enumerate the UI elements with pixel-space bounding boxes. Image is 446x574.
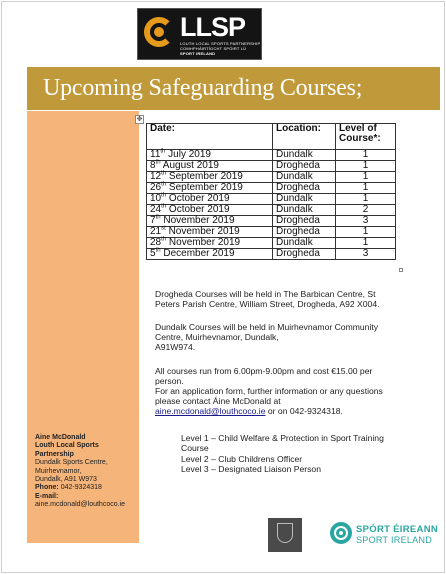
table-header-row — [147, 124, 396, 150]
date-suffix: th — [155, 247, 161, 254]
dundalk-venue-text — [155, 322, 378, 352]
dundalk-line-1: Dundalk Courses will be held in Muirhevnamor Community — [155, 322, 379, 332]
cell-level: 1 — [336, 161, 396, 172]
table-row — [147, 172, 396, 183]
date-suffix: st — [161, 225, 166, 232]
date-day: 24 — [150, 204, 162, 215]
cell-level: 3 — [336, 216, 396, 227]
cell-location: Drogheda — [273, 249, 336, 260]
apply-line-2: please contact Áine McDonald at — [155, 396, 281, 406]
apply-line-3 — [155, 406, 383, 416]
date-rest: July 2019 — [165, 149, 211, 160]
logo-subtitle-1: LOUTH LOCAL SPORTS PARTNERSHIP — [180, 41, 261, 46]
cell-date — [147, 249, 273, 260]
date-rest: October 2019 — [166, 193, 230, 204]
table-row — [147, 249, 396, 260]
contact-phone-row — [35, 484, 125, 492]
date-day: 8 — [150, 160, 156, 171]
date-day: 21 — [150, 226, 162, 237]
cell-location: Dundalk — [273, 238, 336, 249]
table-row — [147, 194, 396, 205]
sport-ireland-english: SPORT IRELAND — [356, 535, 433, 545]
drogheda-line-2: Peters Parish Centre, William Street, Drogheda, A92 X004. — [155, 299, 380, 309]
header-location: Location: — [273, 124, 336, 150]
cell-location: Dundalk — [273, 150, 336, 161]
logo-subtitle-2: COMHPHÁIRTÍOCHT SPÓIRT LÚ — [180, 46, 247, 51]
date-day: 7 — [150, 215, 156, 226]
logo-subtitle-3: SPORT IRELAND — [180, 51, 216, 56]
cell-location: Drogheda — [273, 183, 336, 194]
date-rest: November 2019 — [160, 215, 235, 226]
drogheda-venue-text — [155, 289, 380, 309]
date-suffix: th — [161, 192, 167, 199]
county-crest-icon — [268, 518, 302, 552]
course-levels — [181, 433, 384, 475]
contact-name: Aine McDonald — [35, 434, 86, 441]
contact-address-2: Muirhevnamor, — [35, 467, 82, 475]
cell-date — [147, 238, 273, 249]
date-day: 10 — [150, 193, 162, 204]
date-rest: November 2019 — [166, 237, 241, 248]
date-suffix: th — [161, 236, 167, 243]
cell-level: 1 — [336, 238, 396, 249]
table-row — [147, 216, 396, 227]
level-3: Level 3 – Designated Liaison Person — [181, 464, 321, 475]
cost-text — [155, 366, 383, 416]
table-row — [147, 205, 396, 216]
sport-ireland-irish: SPÓRT ÉIREANN — [356, 524, 439, 535]
cell-level: 1 — [336, 227, 396, 238]
cost-line-2: person. — [155, 376, 184, 386]
cost-line-1: All courses run from 6.00pm-9.00pm and cost €15.00 per — [155, 366, 373, 376]
cell-level: 1 — [336, 150, 396, 161]
move-handle-icon[interactable]: ✥ — [136, 116, 143, 123]
apply-tail: or on 042-9324318. — [265, 406, 343, 416]
header-date: Date: — [147, 124, 273, 150]
crest-shield-icon — [277, 523, 293, 543]
date-suffix: th — [161, 203, 167, 210]
date-day: 5 — [150, 248, 156, 259]
cell-level: 3 — [336, 249, 396, 260]
contact-org-1: Louth Local Sports — [35, 442, 99, 450]
date-rest: August 2019 — [160, 160, 219, 171]
cell-location: Drogheda — [273, 227, 336, 238]
contact-email[interactable]: aine.mcdonald@louthcoco.ie — [35, 501, 125, 509]
drogheda-line-1: Drogheda Courses will be held in The Barbican Centre, St — [155, 289, 376, 299]
logo-text: LLSP — [180, 12, 246, 42]
cell-level: 1 — [336, 183, 396, 194]
title-banner — [27, 67, 440, 110]
date-suffix: th — [161, 170, 167, 177]
date-day: 12 — [150, 171, 162, 182]
date-rest: November 2019 — [165, 226, 240, 237]
phone-label: Phone: — [35, 484, 59, 492]
contact-org-2: Partnership — [35, 450, 74, 458]
sport-ireland-inner-icon — [336, 528, 346, 538]
contact-address-3: Dundalk, A91 W973 — [35, 476, 97, 484]
table-row — [147, 161, 396, 172]
date-suffix: th — [155, 159, 161, 166]
dundalk-line-2: Centre, Muirhevnamor, Dundalk, — [155, 332, 279, 342]
cell-location: Dundalk — [273, 172, 336, 183]
date-suffix: th — [160, 148, 166, 155]
llsp-logo — [137, 8, 262, 60]
date-rest: December 2019 — [160, 248, 235, 259]
table-row — [147, 150, 396, 161]
table-row — [147, 183, 396, 194]
cell-level: 1 — [336, 194, 396, 205]
dundalk-line-3: A91W974. — [155, 342, 196, 352]
table-row — [147, 238, 396, 249]
level-1-line-1: Level 1 – Child Welfare & Protection in Sport Training — [181, 433, 384, 443]
cell-location: Drogheda — [273, 161, 336, 172]
contact-address-1: Dundalk Sports Centre, — [35, 459, 108, 467]
level-2: Level 2 – Club Childrens Officer — [181, 453, 303, 464]
apply-line-1: For an application form, further information or any questions — [155, 386, 383, 396]
page-title: Upcoming Safeguarding Courses; — [43, 75, 363, 101]
date-rest: October 2019 — [166, 204, 230, 215]
level-1-line-2: Course — [181, 443, 209, 454]
cell-date — [147, 205, 273, 216]
llsp-dot-icon — [154, 27, 164, 37]
cell-location: Drogheda — [273, 216, 336, 227]
date-day: 26 — [150, 182, 162, 193]
date-rest: September 2019 — [166, 182, 243, 193]
table-row — [147, 227, 396, 238]
email-link[interactable]: aine.mcdonald@louthcoco.ie — [155, 406, 266, 416]
cell-level: 2 — [336, 205, 396, 216]
table-resize-handle[interactable] — [399, 268, 403, 272]
date-day: 11 — [150, 149, 161, 160]
cell-date — [147, 150, 273, 161]
sport-ireland-logo — [330, 520, 440, 550]
date-rest: September 2019 — [166, 171, 243, 182]
header-level — [336, 124, 396, 150]
sidebar — [27, 111, 139, 543]
header-level-line2: Course*: — [339, 133, 381, 144]
phone-value: 042-9324318 — [60, 484, 102, 492]
header-level-line1: Level of — [339, 123, 377, 134]
date-day: 28 — [150, 237, 162, 248]
cell-level: 1 — [336, 172, 396, 183]
date-suffix: th — [155, 214, 161, 221]
courses-table — [146, 123, 396, 260]
date-suffix: th — [161, 181, 167, 188]
contact-block — [35, 434, 125, 510]
cell-location: Dundalk — [273, 205, 336, 216]
email-label: E-mail: — [35, 492, 59, 500]
cell-location: Dundalk — [273, 194, 336, 205]
